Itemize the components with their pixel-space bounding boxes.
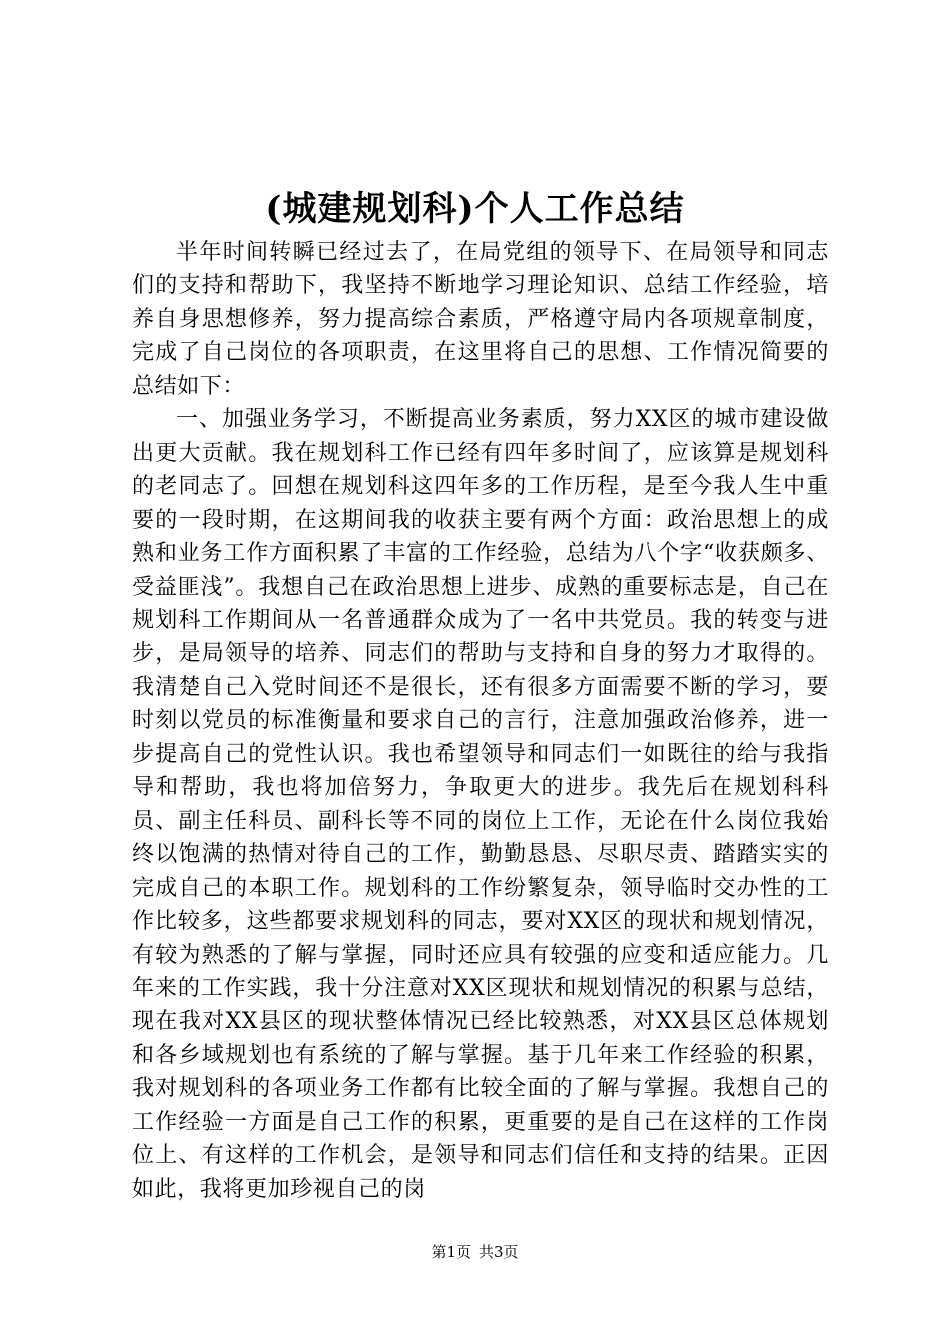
page-number-total: 共3页 (479, 1243, 519, 1261)
page-number-current: 第1页 (431, 1243, 471, 1261)
paragraph-intro: 半年时间转瞬已经过去了，在局党组的领导下、在局领导和同志们的支持和帮助下，我坚持不断地学习理论知识、总结工作经验，培养自身思想修养，努力提高综合素质，严格遵守局内各项规章制度，完成了自己岗位的各项职责，在这里将自己的思想、工作情况简要的总结如下： (132, 240, 829, 399)
document-body (132, 236, 829, 1206)
page-title: (城建规划科)个人工作总结 (265, 189, 685, 229)
paragraph-section-one: 一、加强业务学习，不断提高业务素质，努力XX区的城市建设做出更大贡献。我在规划科工作已经有四年多时间了，应该算是规划科的老同志了。回想在规划科这四年多的工作历程，是至今我人生中重要的一段时期，在这期间我的收获主要有两个方面：政治思想上的成熟和业务工作方面积累了丰富的工作经验，总结为八个字“收获颇多、受益匪浅”。我想自己在政治思想上进步、成熟的重要标志是，自己在规划科工作期间从一名普通群众成为了一名中共党员。我的转变与进步，是局领导的培养、同志们的帮助与支持和自身的努力才取得的。我清楚自己入党时间还不是很长，还有很多方面需要不断的学习，要时刻以党员的标准衡量和要求自己的言行，注意加强政治修养，进一步提高自己的党性认识。我也希望领导和同志们一如既往的给与我指导和帮助，我也将加倍努力，争取更大的进步。我先后在规划科科员、副主任科员、副科长等不同的岗位上工作，无论在什么岗位我始终以饱满的热情对待自己的工作，勤勤恳恳、尽职尽责、踏踏实实的完成自己的本职工作。规划科的工作纷繁复杂，领导临时交办性的工作比较多，这些都要求规划科的同志，要对XX区的现状和规划情况，有较为熟悉的了解与掌握，同时还应具有较强的应变和适应能力。几年来的工作实践，我十分注意对XX区现状和规划情况的积累与总结，现在我对XX县区的现状整体情况已经比较熟悉，对XX县区总体规划和各乡域规划也有系统的了解与掌握。基于几年来工作经验的积累，我对规划科的各项业务工作都有比较全面的了解与掌握。我想自己的工作经验一方面是自己工作的积累，更重要的是自己在这样的工作岗位上、有这样的工作机会，是领导和同志们信任和支持的结果。正因如此，我将更加珍视自己的岗 (132, 407, 829, 1202)
page-footer (0, 1242, 950, 1262)
